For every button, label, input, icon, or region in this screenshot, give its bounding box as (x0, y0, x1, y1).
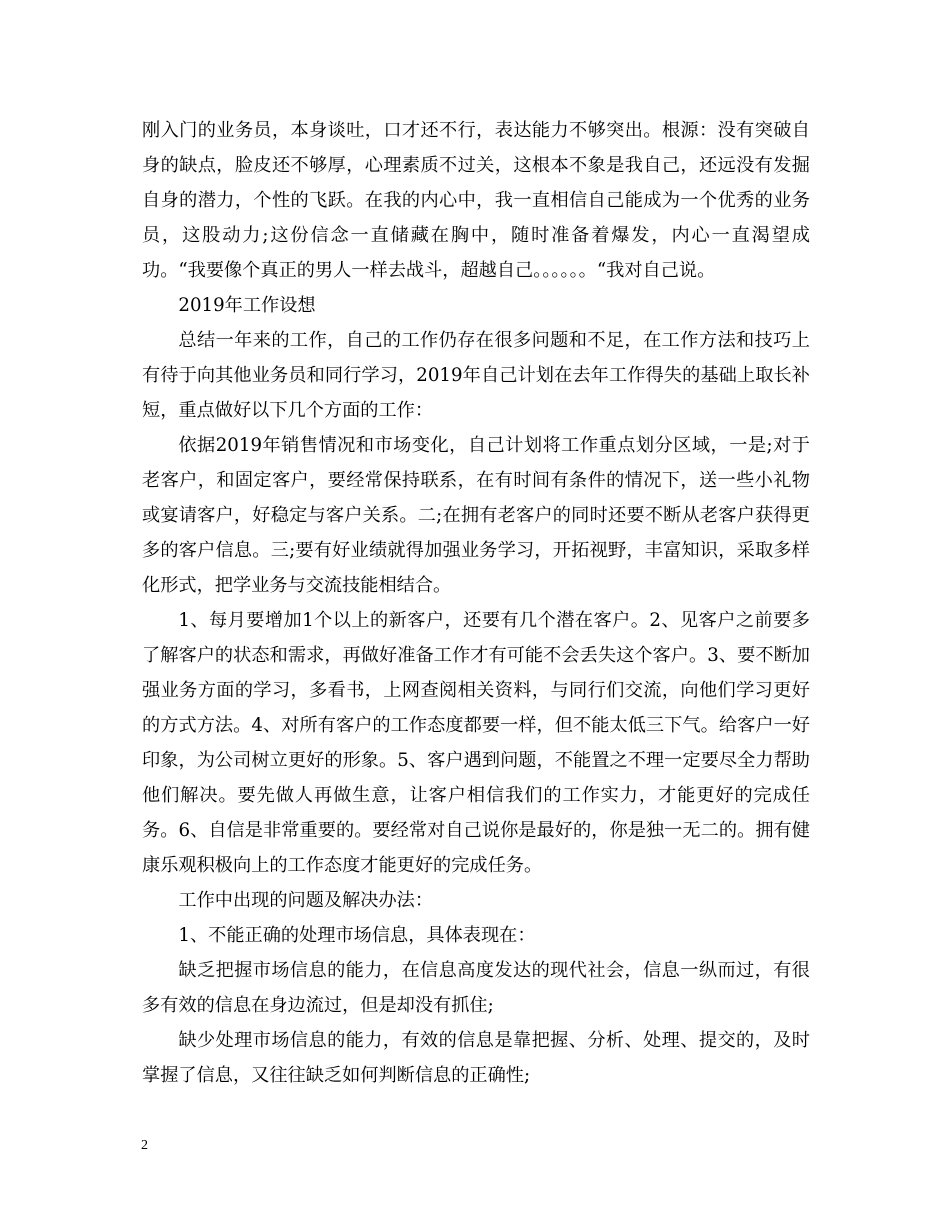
paragraph-numbered-goals: 1、每月要增加1个以上的新客户，还要有几个潜在客户。2、见客户之前要多了解客户的状态和需求，再做好准备工作才有可能不会丢失这个客户。3、要不断加强业务方面的学习，多看书，上网查阅相关资料，与同行们交流，向他们学习更好的方式方法。4、对所有客户的工作态度都要一样，但不能太低三下气。给客户一好印象，为公司树立更好的形象。5、客户遇到问题，不能置之不理一定要尽全力帮助他们解决。要先做人再做生意，让客户相信我们的工作实力，才能更好的完成任务。6、自信是非常重要的。要经常对自己说你是最好的，你是独一无二的。拥有健康乐观积极向上的工作态度才能更好的完成任务。 (142, 610, 810, 876)
paragraph-lack-grasp: 缺乏把握市场信息的能力，在信息高度发达的现代社会，信息一纵而过，有很多有效的信息在身边流过，但是却没有抓住; (142, 960, 810, 1016)
paragraph-regional-plan: 依据2019年销售情况和市场变化，自己计划将工作重点划分区域，一是;对于老客户，和固定客户，要经常保持联系，在有时间有条件的情况下，送一些小礼物或宴请客户，好稳定与客户关系。二;在拥有老客户的同时还要不断从老客户获得更多的客户信息。三;要有好业绩就得加强业务学习，开拓视野，丰富知识，采取多样化形式，把学业务与交流技能相结合。 (142, 435, 810, 596)
section-heading-problems: 工作中出现的问题及解决办法： (178, 890, 434, 911)
paragraph-continuation: 刚入门的业务员，本身谈吐，口才还不行，表达能力不够突出。根源：没有突破自身的缺点，脸皮还不够厚，心理素质不过关，这根本不象是我自己，还远没有发掘自身的潜力，个性的飞跃。在我的内心中，我一直相信自己能成为一个优秀的业务员，这股动力;这份信念一直储藏在胸中，随时准备着爆发，内心一直渴望成功。“我要像个真正的男人一样去战斗，超越自己。。。。。。“我对自己说。 (142, 120, 810, 281)
paragraph-lack-processing: 缺少处理市场信息的能力，有效的信息是靠把握、分析、处理、提交的，及时掌握了信息，又往往缺乏如何判断信息的正确性; (142, 1030, 810, 1086)
paragraph-summary: 总结一年来的工作，自己的工作仍存在很多问题和不足，在工作方法和技巧上有待于向其他业务员和同行学习，2019年自己计划在去年工作得失的基础上取长补短，重点做好以下几个方面的工作： (142, 330, 810, 421)
page-number: 2 (141, 1138, 148, 1153)
list-item-market-info: 1、不能正确的处理市场信息，具体表现在： (178, 925, 536, 946)
section-heading-plan: 2019年工作设想 (178, 295, 316, 316)
document-body (142, 113, 810, 1093)
